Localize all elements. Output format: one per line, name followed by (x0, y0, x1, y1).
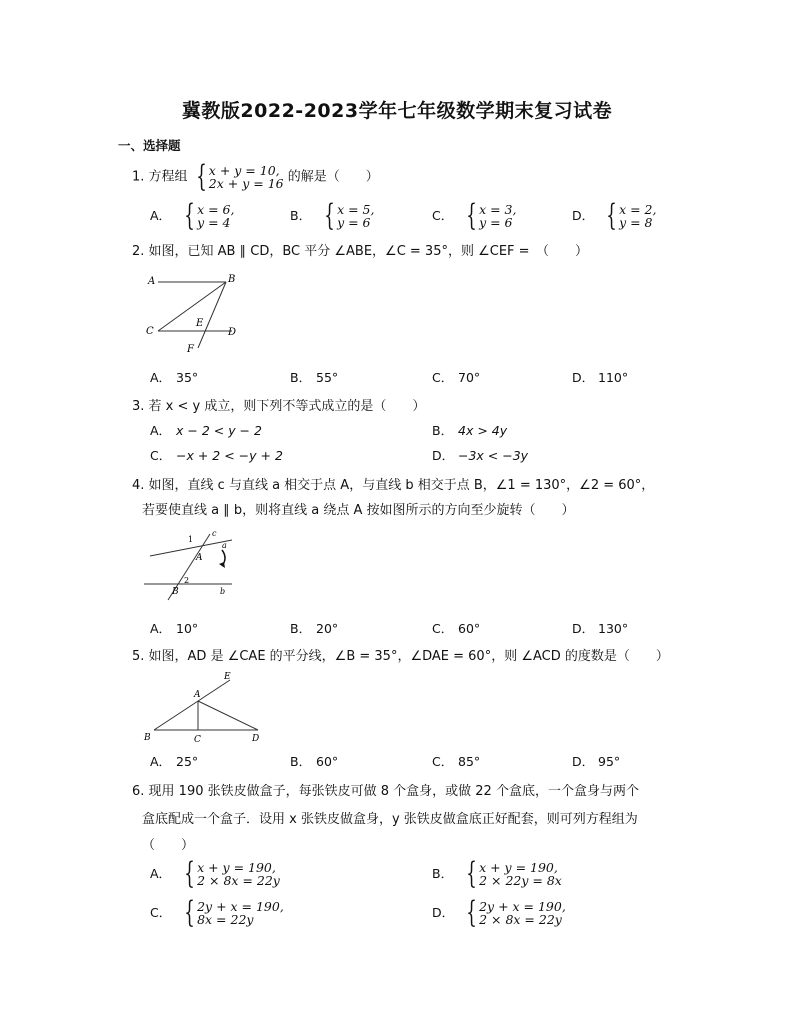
point-label: F (187, 344, 194, 355)
q1-option-a[interactable]: A． { x = 6, y = 4 (150, 198, 235, 233)
option-label: C． (432, 370, 454, 385)
option-label: C． (432, 207, 454, 223)
question-2-figure (140, 268, 250, 358)
question-1-suffix: 的解是（ ） (287, 169, 379, 185)
option-text: 85° (458, 754, 481, 769)
point-label: A (196, 553, 203, 563)
point-label: D (228, 327, 237, 338)
option-text: 60° (458, 621, 481, 636)
point-label: C (146, 326, 154, 337)
question-3: 3. 若 x < y 成立，则下列不等式成立的是（ ） (132, 399, 426, 414)
option-line: x + y = 190, (197, 860, 276, 875)
point-label: B (172, 587, 179, 597)
q6-option-d[interactable]: D． { 2y + x = 190, 2 × 8x = 22y (432, 895, 566, 930)
option-label: A． (150, 621, 172, 636)
q4-option-a[interactable] (150, 619, 198, 637)
option-label: D． (572, 754, 595, 769)
question-1 (132, 159, 379, 194)
q6-option-b[interactable]: B． { x + y = 190, 2 × 22y = 8x (432, 856, 562, 891)
option-label: D． (572, 370, 595, 385)
q5-option-a[interactable] (150, 752, 198, 770)
option-line: y = 4 (197, 215, 231, 230)
question-4-line-2: 若要使直线 a ∥ b，则将直线 a 绕点 A 按如图所示的方向至少旋转（ ） (142, 503, 575, 518)
q6-option-c[interactable]: C． { 2y + x = 190, 8x = 22y (150, 895, 284, 930)
q5-option-c[interactable] (432, 752, 480, 770)
option-text: 10° (176, 621, 199, 636)
point-label: E (224, 672, 231, 682)
option-label: D． (432, 904, 455, 920)
system-line: 2x + y = 16 (208, 176, 284, 191)
question-1-prefix: 方程组 (148, 169, 188, 185)
angle-label: 2 (184, 576, 190, 585)
option-text: 70° (458, 370, 481, 385)
line-label: a (222, 541, 227, 550)
option-text: 25° (176, 754, 199, 769)
option-label: B． (290, 621, 312, 636)
page-title: 冀教版2022-2023学年七年级数学期末复习试卷 (181, 100, 613, 122)
q3-option-c[interactable] (150, 446, 283, 464)
question-6-line-3: （ ） (142, 838, 195, 853)
line-label: c (212, 529, 217, 538)
q5-option-b[interactable] (290, 752, 338, 770)
point-label: A (148, 276, 156, 287)
option-text: 95° (598, 754, 621, 769)
question-5: 5. 如图，AD 是 ∠CAE 的平分线，∠B = 35°，∠DAE = 60°，则 ∠ACD 的度数是（ ） (132, 649, 669, 664)
point-label: B (228, 274, 236, 285)
option-line: x + y = 190, (479, 860, 558, 875)
question-1-number: 1. (132, 169, 145, 185)
option-line: 2 × 8x = 22y (479, 912, 562, 927)
option-text: 55° (316, 370, 339, 385)
option-line: x = 5, (337, 202, 375, 217)
question-6-line-2: 盒底配成一个盒子．设用 x 张铁皮做盒身，y 张铁皮做盒底正好配套，则可列方程组为 (142, 812, 638, 827)
option-label: C． (432, 754, 454, 769)
question-6-line-1: 6. 现用 190 张铁皮做盒子，每张铁皮可做 8 个盒身，或做 22 个盒底，一个盒身与两个 (132, 784, 639, 799)
q6-option-a[interactable]: A． { x + y = 190, 2 × 8x = 22y (150, 856, 280, 891)
option-label: B． (290, 370, 312, 385)
option-label: D． (572, 207, 595, 223)
q3-option-d[interactable] (432, 446, 528, 464)
question-5-figure (140, 670, 270, 744)
option-label: B． (290, 207, 312, 223)
option-label: A． (150, 207, 172, 223)
point-label: C (194, 735, 201, 744)
option-text: −3x < −3y (458, 448, 529, 463)
option-line: 2 × 8x = 22y (197, 873, 280, 888)
angle-label: 1 (188, 535, 194, 544)
option-line: 2y + x = 190, (197, 899, 284, 914)
option-line: y = 8 (619, 215, 653, 230)
option-line: 2y + x = 190, (479, 899, 566, 914)
q4-option-c[interactable] (432, 619, 480, 637)
line-label: b (220, 587, 226, 596)
question-1-system: { x + y = 10, 2x + y = 16 (195, 159, 284, 194)
point-label: B (144, 733, 151, 743)
option-text: 20° (316, 621, 339, 636)
option-line: x = 6, (197, 202, 235, 217)
option-line: 8x = 22y (197, 912, 254, 927)
q1-option-d[interactable]: D． { x = 2, y = 8 (572, 198, 657, 233)
section-heading: 一、选择题 (118, 138, 181, 153)
question-4-figure (140, 528, 240, 604)
option-line: x = 2, (619, 202, 657, 217)
q1-option-b[interactable]: B． { x = 5, y = 6 (290, 198, 375, 233)
option-line: y = 6 (337, 215, 371, 230)
q3-option-b[interactable] (432, 421, 507, 439)
option-text: x − 2 < y − 2 (176, 423, 262, 438)
q2-option-b[interactable] (290, 368, 338, 386)
option-label: A． (150, 423, 172, 438)
q4-option-d[interactable] (572, 619, 628, 637)
option-text: −x + 2 < −y + 2 (176, 448, 283, 463)
option-label: B． (432, 865, 454, 881)
option-label: B． (432, 423, 454, 438)
point-label: A (194, 690, 201, 700)
option-label: A． (150, 370, 172, 385)
option-line: y = 6 (479, 215, 513, 230)
point-label: D (252, 734, 260, 744)
option-text: 110° (598, 370, 629, 385)
q2-option-d[interactable] (572, 368, 628, 386)
q4-option-b[interactable] (290, 619, 338, 637)
point-label: E (196, 318, 204, 329)
system-line: x + y = 10, (208, 163, 280, 178)
option-label: B． (290, 754, 312, 769)
option-line: 2 × 22y = 8x (479, 873, 562, 888)
q1-option-c[interactable]: C． { x = 3, y = 6 (432, 198, 517, 233)
question-4-line-1: 4. 如图，直线 c 与直线 a 相交于点 A，与直线 b 相交于点 B，∠1 = 130°，∠2 = 60°， (132, 478, 655, 493)
option-text: 130° (598, 621, 629, 636)
q5-option-d[interactable] (572, 752, 620, 770)
q3-option-a[interactable] (150, 421, 262, 439)
option-label: D． (432, 448, 455, 463)
option-label: A． (150, 865, 172, 881)
option-label: C． (150, 448, 172, 463)
q2-option-c[interactable] (432, 368, 480, 386)
option-label: D． (572, 621, 595, 636)
question-2: 2. 如图，已知 AB ∥ CD，BC 平分 ∠ABE，∠C = 35°，则 ∠CEF = （ ） (132, 244, 589, 259)
option-text: 35° (176, 370, 199, 385)
option-label: C． (432, 621, 454, 636)
option-text: 60° (316, 754, 339, 769)
option-text: 4x > 4y (458, 423, 508, 438)
option-label: C． (150, 904, 172, 920)
option-label: A． (150, 754, 172, 769)
q2-option-a[interactable] (150, 368, 198, 386)
option-line: x = 3, (479, 202, 517, 217)
